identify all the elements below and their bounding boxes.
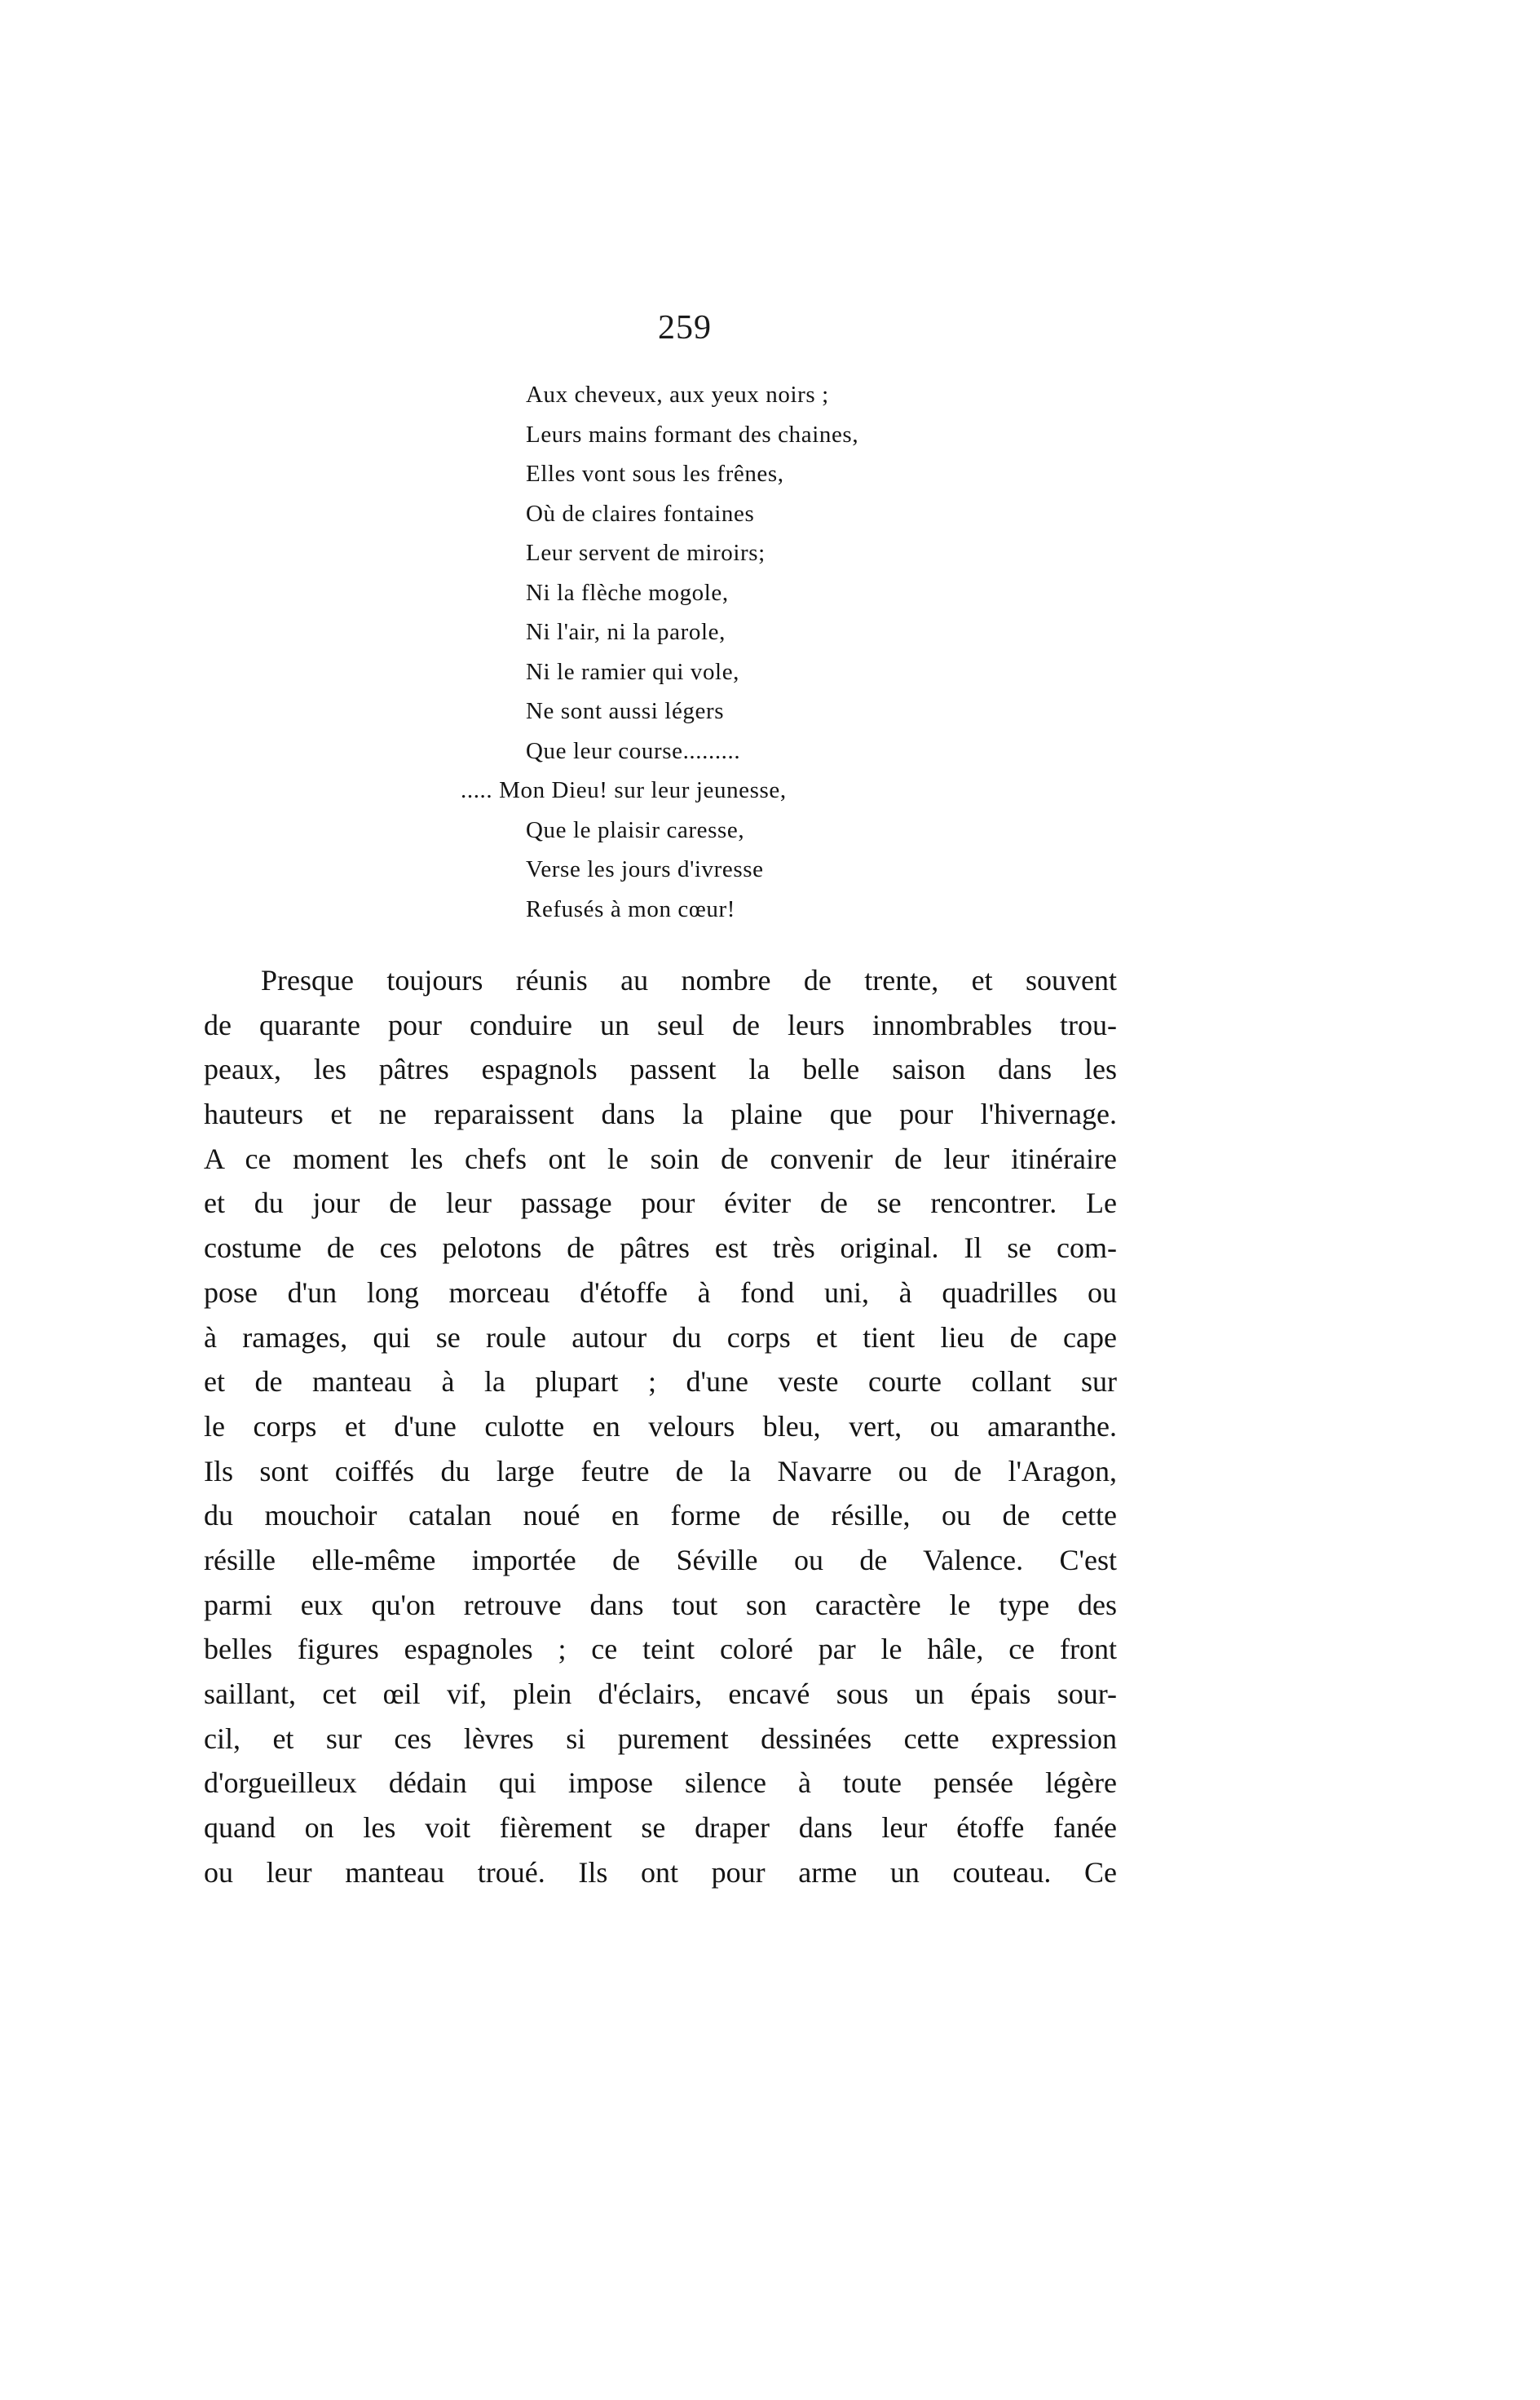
prose-line: résille elle-même importée de Séville ou de Valence. C'est (204, 1543, 1117, 1576)
poem-line: Aux cheveux, aux yeux noirs ; (526, 382, 829, 408)
prose-line: et du jour de leur passage pour éviter de se rencontrer. Le (204, 1187, 1117, 1220)
prose-line: costume de ces pelotons de pâtres est très original. Il se com- (204, 1231, 1117, 1265)
prose-line: de quarante pour conduire un seul de leurs innombrables trou- (204, 1008, 1117, 1041)
prose-line: cil, et sur ces lèvres si purement dessinées cette expression (204, 1722, 1117, 1755)
poem-line: Que le plaisir caresse, (526, 816, 745, 843)
prose-line: du mouchoir catalan noué en forme de résille, ou de cette (204, 1499, 1117, 1532)
prose-line: Presque toujours réunis au nombre de trente, et souvent (261, 964, 1117, 997)
page-number: 259 (658, 309, 712, 347)
prose-line: d'orgueilleux dédain qui impose silence à toute pensée légère (204, 1766, 1117, 1800)
prose-line: quand on les voit fièrement se draper dans leur étoffe fanée (204, 1811, 1117, 1845)
prose-line: A ce moment les chefs ont le soin de convenir de leur itinéraire (204, 1142, 1117, 1175)
prose-line: hauteurs et ne reparaissent dans la plaine que pour l'hivernage. (204, 1098, 1117, 1131)
poem-line: Où de claires fontaines (526, 500, 755, 527)
poem-line: Refusés à mon cœur! (526, 895, 736, 922)
prose-line: à ramages, qui se roule autour du corps et tient lieu de cape (204, 1320, 1117, 1354)
prose-line: le corps et d'une culotte en velours bleu, vert, ou amaranthe. (204, 1409, 1117, 1443)
poem-line: Ne sont aussi légers (526, 698, 725, 724)
prose-line: saillant, cet œil vif, plein d'éclairs, encavé sous un épais sour- (204, 1677, 1117, 1710)
prose-line: Ils sont coiffés du large feutre de la Navarre ou de l'Aragon, (204, 1454, 1117, 1487)
poem-line: Leur servent de miroirs; (526, 540, 766, 566)
poem-line: ..... Mon Dieu! sur leur jeunesse, (461, 777, 787, 803)
poem-line: Ni la flèche mogole, (526, 579, 729, 606)
poem-line: Elles vont sous les frênes, (526, 461, 784, 487)
prose-line: pose d'un long morceau d'étoffe à fond uni, à quadrilles ou (204, 1275, 1117, 1309)
prose-line: ou leur manteau troué. Ils ont pour arme un couteau. Ce (204, 1855, 1117, 1889)
prose-line: belles figures espagnoles ; ce teint coloré par le hâle, ce front (204, 1633, 1117, 1666)
poem-line: Ni l'air, ni la parole, (526, 619, 726, 645)
poem-line: Ni le ramier qui vole, (526, 658, 740, 685)
poem-line: Que leur course......... (526, 737, 741, 764)
prose-paragraph (204, 958, 1117, 1894)
poem-line: Leurs mains formant des chaines, (526, 421, 859, 448)
prose-line: parmi eux qu'on retrouve dans tout son caractère le type des (204, 1588, 1117, 1621)
poem-stanza (461, 375, 1129, 929)
poem-line: Verse les jours d'ivresse (526, 856, 764, 882)
prose-line: peaux, les pâtres espagnols passent la belle saison dans les (204, 1053, 1117, 1086)
prose-line: et de manteau à la plupart ; d'une veste courte collant sur (204, 1365, 1117, 1399)
